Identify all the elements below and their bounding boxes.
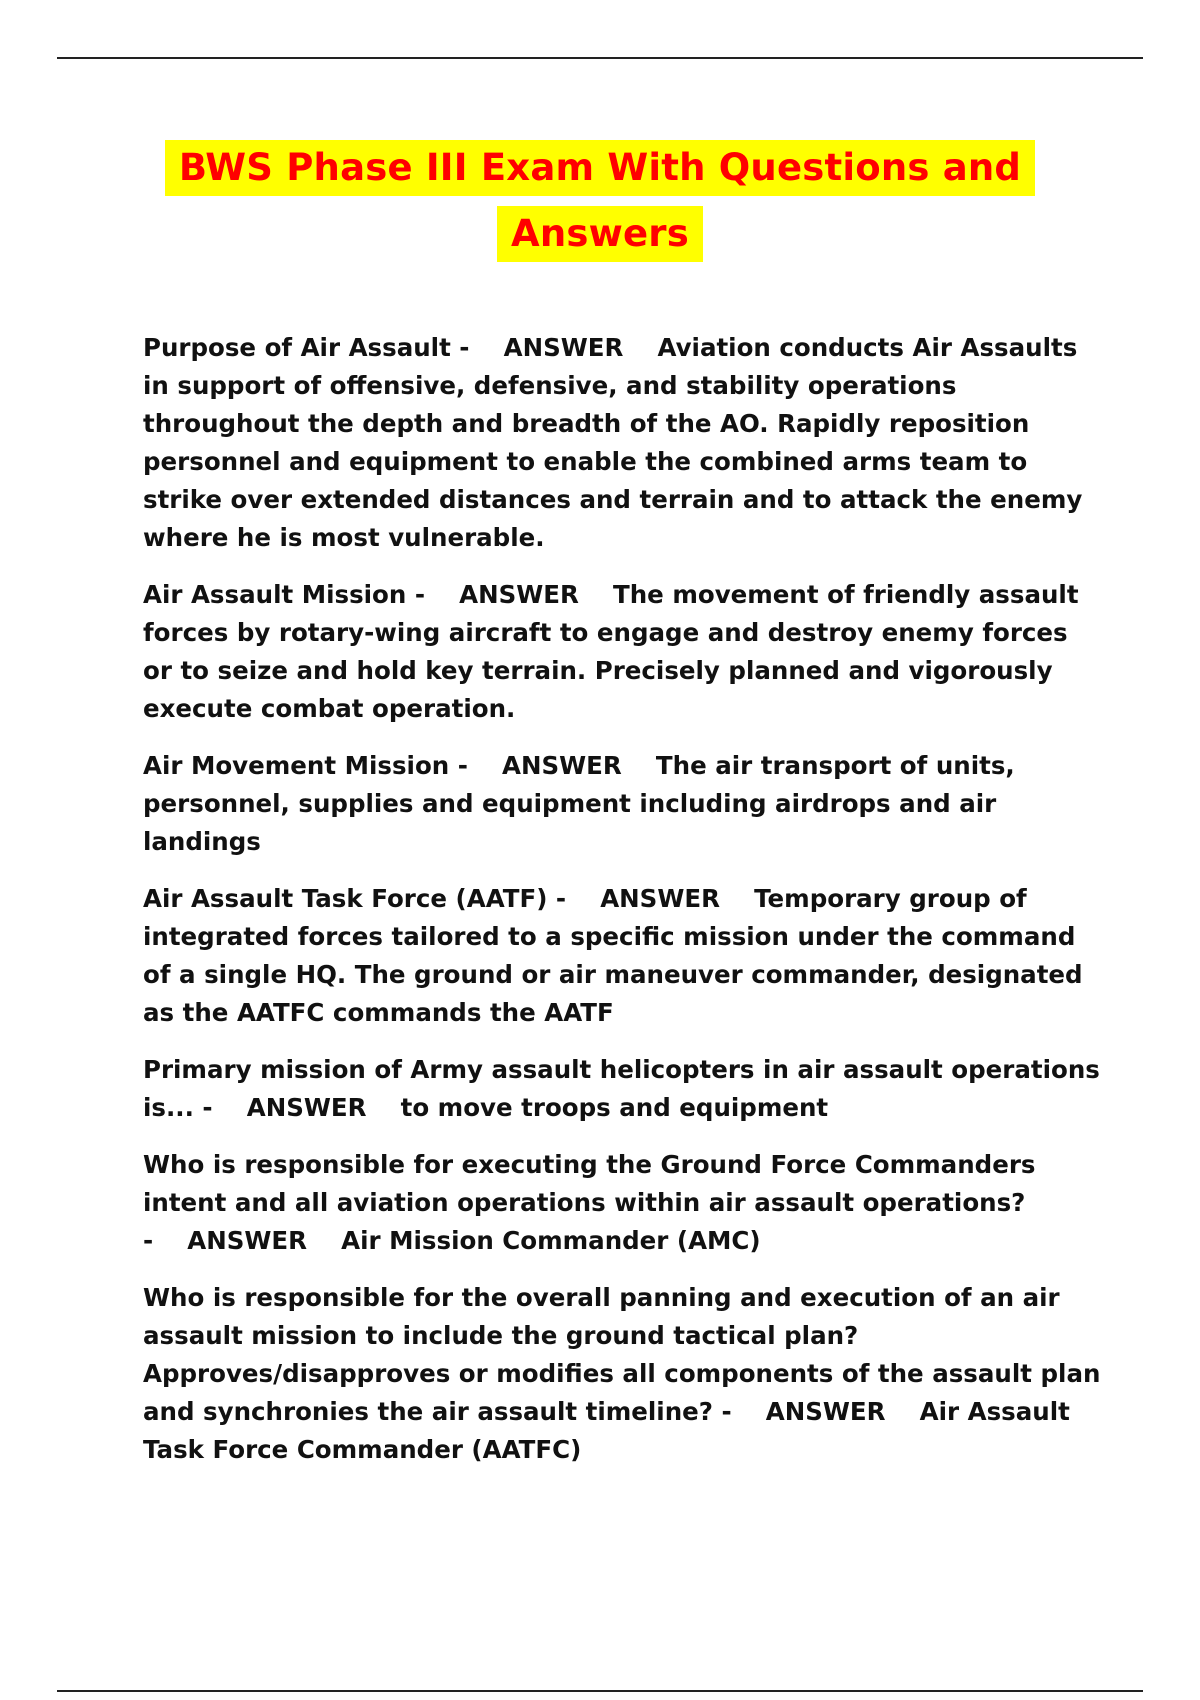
qa-answer-label: ANSWER [765, 1397, 886, 1426]
qa-question: Air Movement Mission - [143, 751, 468, 780]
qa-item [143, 576, 1103, 728]
title-line-1: BWS Phase III Exam With Questions and [165, 140, 1035, 196]
qa-item [143, 1279, 1109, 1469]
qa-answer: Air Assault Task Force Commander (AATFC) [143, 1397, 1079, 1464]
qa-question: Primary mission of Army assault helicopters in air assault operations is... - [143, 1055, 1109, 1122]
qa-answer-label: ANSWER [600, 884, 720, 913]
document-title [0, 140, 1200, 262]
qa-answer: Aviation conducts Air Assaults in support of offensive, defensive, and stability operations throughout the depth and breadth of the AO. Rapidly reposition personnel and equipment to enable the combined arms team to strike over extended distances and terrain and to attack the enemy where he is most vulnerable. [143, 333, 1091, 552]
qa-answer: Temporary group of integrated forces tailored to a specific mission under the command of a single HQ. The ground or air maneuver commander, designated as the AATFC commands the AATF [143, 884, 1092, 1027]
footer-rule [57, 1690, 1143, 1692]
qa-question: Air Assault Mission - [143, 580, 426, 609]
title-line-2: Answers [497, 206, 703, 262]
qa-item [143, 747, 1103, 861]
qa-answer-label: ANSWER [246, 1093, 367, 1122]
qa-question: Purpose of Air Assault - [143, 333, 470, 362]
qa-answer: Air Mission Commander (AMC) [341, 1226, 761, 1255]
qa-answer: to move troops and equipment [400, 1093, 829, 1122]
qa-answer-label: ANSWER [187, 1226, 308, 1255]
qa-question: Who is responsible for the overall panning and execution of an air assault mission to include the ground tactical plan? Approves/disapproves or modifies all components of the assault plan and synchronies the air assault timeline? - [143, 1283, 1109, 1426]
qa-list [143, 329, 1109, 1488]
qa-item [143, 880, 1103, 1032]
qa-answer: The air transport of units, personnel, supplies and equipment including airdrops and air landings [143, 751, 1024, 856]
qa-question: Who is responsible for executing the Ground Force Commanders intent and all aviation operations within air assault operations? - [143, 1150, 1045, 1255]
qa-item [143, 1146, 1103, 1260]
qa-item [143, 329, 1103, 557]
qa-answer-label: ANSWER [502, 751, 622, 780]
qa-question: Air Assault Task Force (AATF) - [143, 884, 567, 913]
qa-item [143, 1051, 1109, 1127]
qa-answer-label: ANSWER [503, 333, 624, 362]
qa-answer-label: ANSWER [459, 580, 579, 609]
header-rule [57, 57, 1143, 59]
qa-answer: The movement of friendly assault forces by rotary-wing aircraft to engage and destroy enemy forces or to seize and hold key terrain. Precisely planned and vigorously execute combat operation. [143, 580, 1088, 723]
